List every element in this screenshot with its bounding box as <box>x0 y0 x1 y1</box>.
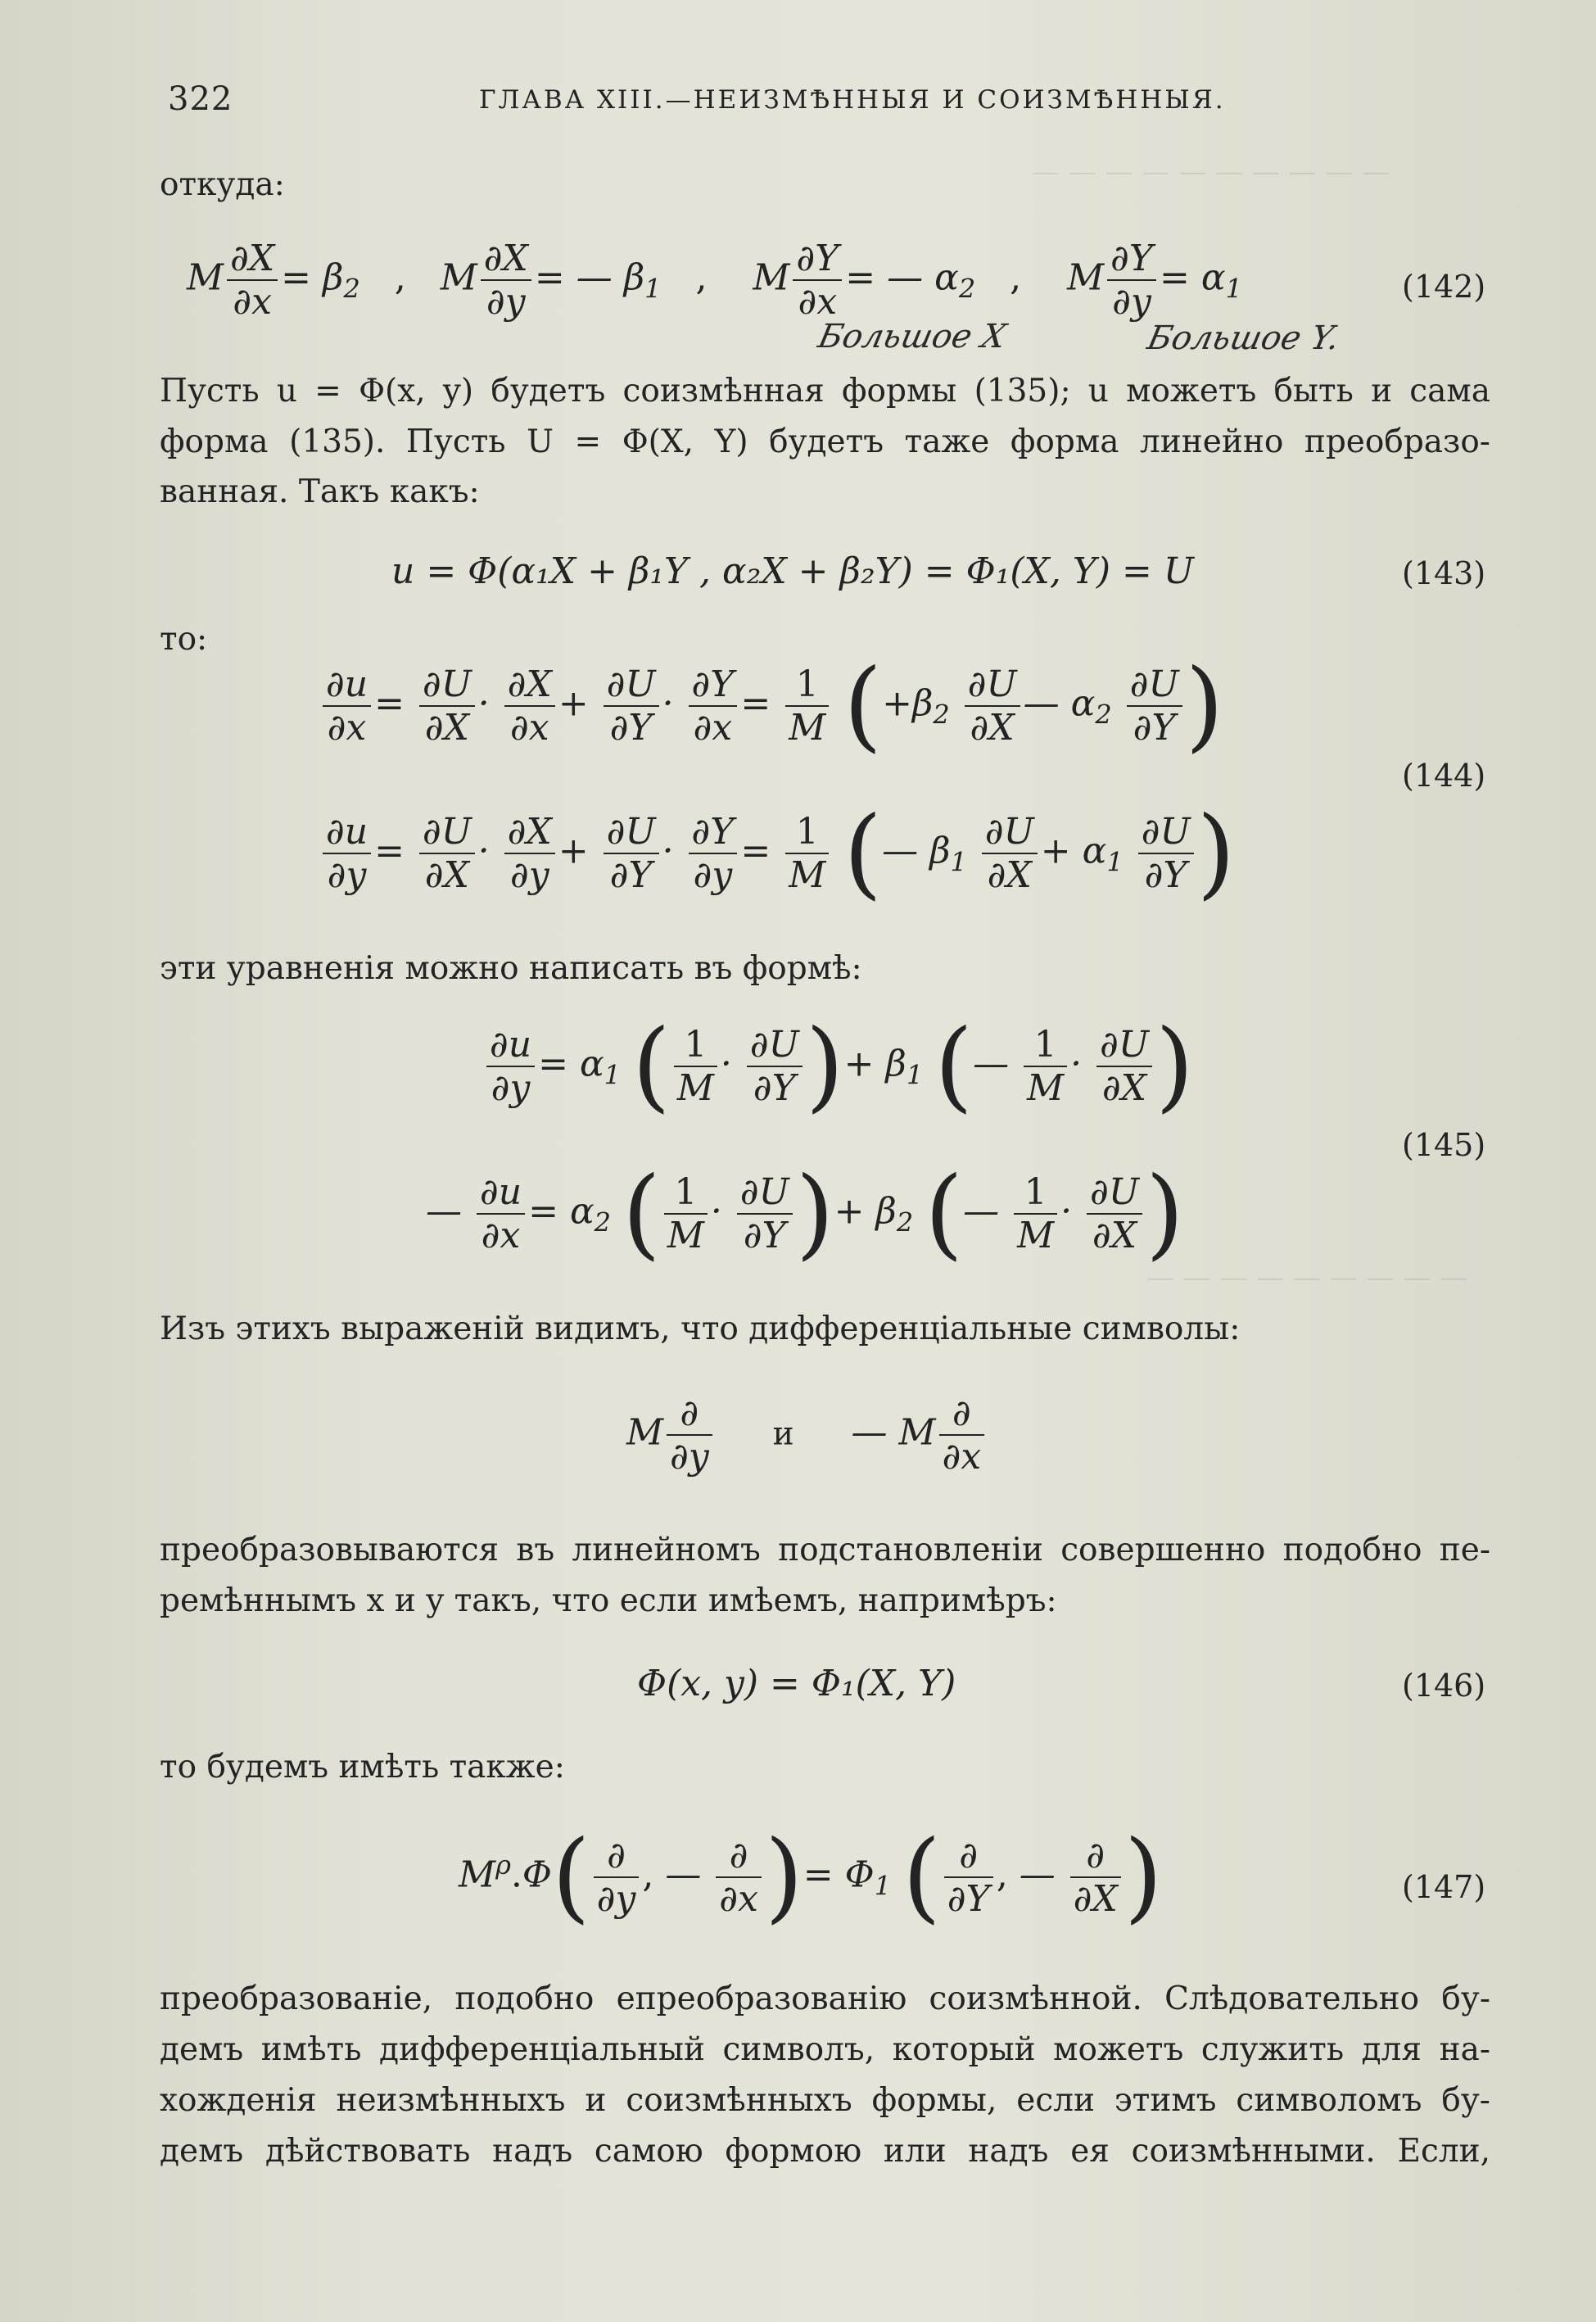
bleed-through: — — — — — — — — — <box>1146 1261 1468 1294</box>
equation-143: u = Φ(α₁X + β₁Y , α₂X + β₂Y) = Φ₁(X, Y) = U <box>391 550 1194 592</box>
text-to: то: <box>160 621 208 658</box>
paragraph-line: ремѣннымъ x и y такъ, что если имѣемъ, напримѣръ: <box>160 1582 1057 1619</box>
bleed-through: — — — — — — — — — — <box>1032 156 1390 188</box>
paragraph-line: то будемъ имѣть также: <box>160 1749 565 1786</box>
chapter-title: ГЛАВА XIII.—НЕИЗМѢННЫЯ И СОИЗМѢННЫЯ. <box>479 85 1226 115</box>
paragraph-line: демъ дѣйствовать надъ самою формою или надъ ея соизмѣнными. Если, <box>160 2133 1490 2170</box>
page-number: 322 <box>168 80 233 118</box>
equation-147-label: (147) <box>1402 1869 1486 1905</box>
paragraph-line: ванная. Такъ какъ: <box>160 473 480 510</box>
equation-144-row-2: $\frac{\partial u}{\partial y}$ = $\frac{\partial U}{\partial X}$ · $\frac{\partial X}{\partial y}$ + $\frac{\partial U}{\partial Y}$ · $\frac{\partial Y}{\partial y}$ = $\frac{1}{M}$ (— $\beta_1$ $\frac{\partial U}{\partial X}$ + $\alpha_1$ $\frac{\partial U}{\partial Y}$ ) <box>319 811 1235 896</box>
paragraph-line: эти уравненія можно написать въ формѣ: <box>160 950 862 987</box>
handwritten-note: Большое X <box>815 318 1010 355</box>
paragraph-line: преобразовываются въ линейномъ подстановленіи совершенно подобно пе- <box>160 1532 1490 1568</box>
differential-symbols: M $\frac{\partial}{\partial y}$ и — M $\frac{\partial}{\partial x}$ <box>626 1392 988 1478</box>
paragraph-line: Изъ этихъ выраженій видимъ, что дифференціальные символы: <box>160 1310 1241 1347</box>
equation-143-label: (143) <box>1402 555 1486 591</box>
equation-145-row-1: $\frac{\partial u}{\partial y}$ = $\alpha_1$ ( $\frac{1}{M}$ · $\frac{\partial U}{\partial Y}$ )+ $\beta_1$ (— $\frac{1}{M}$ · $\frac{\partial U}{\partial X}$ ) <box>483 1024 1194 1109</box>
equation-146: Φ(x, y) = Φ₁(X, Y) <box>637 1663 956 1704</box>
handwritten-note: Большое Y. <box>1144 319 1343 357</box>
equation-144-row-1: $\frac{\partial u}{\partial x}$ = $\frac{\partial U}{\partial X}$ · $\frac{\partial X}{\partial x}$ + $\frac{\partial U}{\partial Y}$ · $\frac{\partial Y}{\partial x}$ = $\frac{1}{M}$ ($+\beta_2$ $\frac{\partial U}{\partial X}$ — $\alpha_2$ $\frac{\partial U}{\partial Y}$ ) <box>319 663 1223 749</box>
paragraph-line: Пусть u = Φ(x, y) будетъ соизмѣнная формы (135); u можетъ быть и сама <box>160 373 1490 410</box>
paragraph-line: преобразованіе, подобно епреобразованію соизмѣнной. Слѣдовательно бу- <box>160 1980 1490 2017</box>
paragraph-line: форма (135). Пусть U = Φ(X, Y) будетъ таже форма линейно преобразо- <box>160 423 1490 460</box>
paragraph-line: хожденія неизмѣнныхъ и соизмѣнныхъ формы, если этимъ символомъ бу- <box>160 2082 1490 2119</box>
equation-142-label: (142) <box>1402 269 1486 305</box>
equation-145-label: (145) <box>1402 1127 1486 1163</box>
equation-145-row-2: — $\frac{\partial u}{\partial x}$ = $\alpha_2$ ( $\frac{1}{M}$ · $\frac{\partial U}{\partial Y}$ )+ $\beta_2$ (— $\frac{1}{M}$ · $\frac{\partial U}{\partial X}$ ) <box>426 1156 1184 1270</box>
text-otkuda: откуда: <box>160 166 285 203</box>
equation-147: $M^\rho.\Phi$( $\frac{\partial}{\partial y}$ , — $\frac{\partial}{\partial x}$ )= $\Phi_1$ ( $\frac{\partial}{\partial Y}$ , — $\frac{\partial}{\partial X}$ ) <box>459 1820 1163 1934</box>
equation-146-label: (146) <box>1402 1668 1486 1704</box>
paragraph-line: демъ имѣть дифференціальный символъ, который можетъ служить для на- <box>160 2031 1490 2068</box>
equation-142: M $\frac{\partial X}{\partial x}$ = $\beta_2$ , M $\frac{\partial X}{\partial y}$ = — $\beta_1$ , M $\frac{\partial Y}{\partial x}$ = — $\alpha_2$ , M $\frac{\partial Y}{\partial y}$ = $\alpha_1$ <box>187 238 1242 323</box>
equation-144-label: (144) <box>1402 758 1486 794</box>
